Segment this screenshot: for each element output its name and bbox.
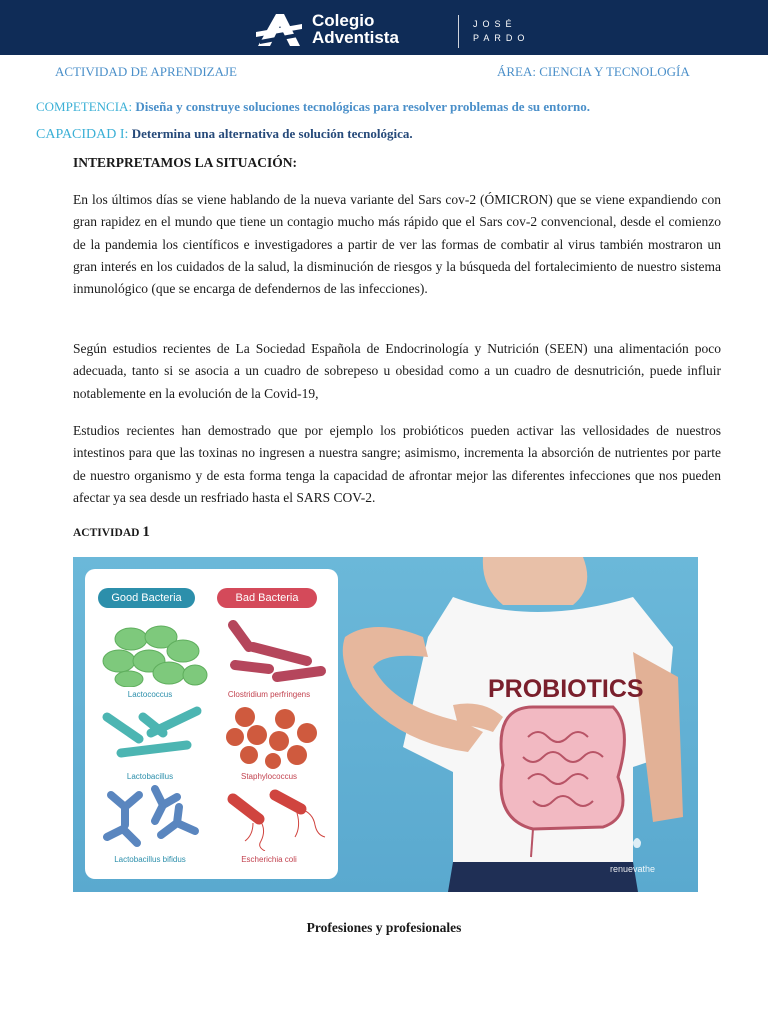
person-probiotics-illustration — [333, 557, 698, 892]
school-logo-icon — [254, 12, 304, 48]
staphylococcus-icon — [223, 703, 329, 769]
area-label: ÁREA: CIENCIA Y TECNOLOGÍA — [497, 64, 690, 79]
image-watermark: renuevathe — [610, 864, 656, 874]
paragraph-2: Según estudios recientes de La Sociedad Española de Endocrinología y Nutrición (SEEN) una alimentación poco adecuada, tanto si se asocia a un cuadro de sobrepeso u obesidad como a un cuadro de desnutrición, puede influir notablemente en la evolución de la Covid-19, — [73, 341, 721, 401]
lactococcus-label: Lactococcus — [127, 690, 173, 699]
bad-bacteria-pill: Bad Bacteria — [217, 588, 317, 608]
capacidad-line — [36, 126, 413, 143]
logo-sub-line-2: PARDO — [473, 33, 530, 43]
good-bacteria-pill: Good Bacteria — [98, 588, 195, 608]
activity-heading — [73, 524, 150, 541]
activity-label: ACTIVIDAD — [73, 527, 140, 539]
logo-subtitle — [473, 17, 529, 45]
logo-line-1: Colegio — [312, 11, 375, 30]
competencia-label: COMPETENCIA: — [36, 99, 133, 114]
lactococcus-icon — [99, 621, 209, 687]
capacidad-label: CAPACIDAD I: — [36, 127, 129, 142]
paragraph-3: Estudios recientes han demostrado que por ejemplo los probióticos pueden activar las vellosidades de nuestros intestinos para que las toxinas no ingresen a nuestra sangre; asimismo, incrementa la absorción de nutrientes por parte de nuestro organismo y de esta forma tenga la capacidad de afrontar mejor las diferentes infecciones que nos pueden afectar ya sea desde un resfriado hasta el SARS COV-2. — [73, 423, 721, 505]
escherichia-coli-label: Escherichia coli — [241, 855, 297, 864]
lactobacillus-icon — [99, 703, 209, 767]
activity-number: 1 — [142, 524, 150, 540]
lactobacillus-bifidus-icon — [99, 785, 209, 851]
staphylococcus-label: Staphylococcus — [240, 772, 298, 781]
shirt-text: PROBIOTICS — [488, 675, 644, 703]
logo-text — [312, 12, 399, 46]
clostridium-icon — [221, 617, 331, 687]
section-title: INTERPRETAMOS LA SITUACIÓN: — [73, 155, 298, 170]
competencia-line — [36, 99, 590, 115]
logo-line-2: Adventista — [312, 28, 399, 47]
capacidad-text: Determina una alternativa de solución tecnológica. — [131, 126, 413, 141]
logo-divider — [458, 15, 459, 48]
lactobacillus-label: Lactobacillus — [126, 772, 174, 781]
probiotics-figure — [73, 557, 698, 892]
activity-type: ACTIVIDAD DE APRENDIZAJE — [55, 64, 237, 79]
header-bar — [0, 0, 768, 55]
clostridium-label: Clostridium perfringens — [227, 690, 311, 699]
figure-caption: Profesiones y profesionales — [306, 920, 462, 935]
water-drop-icon — [633, 838, 641, 848]
lactobacillus-bifidus-label: Lactobacillus bifidus — [114, 855, 186, 864]
logo-sub-line-1: JOSÉ — [473, 19, 517, 29]
bacteria-card — [85, 569, 338, 879]
escherichia-coli-icon — [223, 785, 331, 851]
paragraph-1: En los últimos días se viene hablando de la nueva variante del Sars cov-2 (ÓMICRON) que se viene expandiendo con gran rapidez en el mundo que tiene un contagio mucho más rápido que el Sars cov-2 convencional, desde el comienzo de la pandemia los científicos e investigadores a partir de ver las formas de combatir al virus también mostraron un gran interés en los cuidados de la salud, la disminución de riesgos y la búsqueda del fortalecimiento de nuestro sistema inmunológico (que se encarga de defendernos de las infecciones). — [73, 192, 721, 297]
competencia-text: Diseña y construye soluciones tecnológicas para resolver problemas de su entorno. — [135, 99, 590, 114]
